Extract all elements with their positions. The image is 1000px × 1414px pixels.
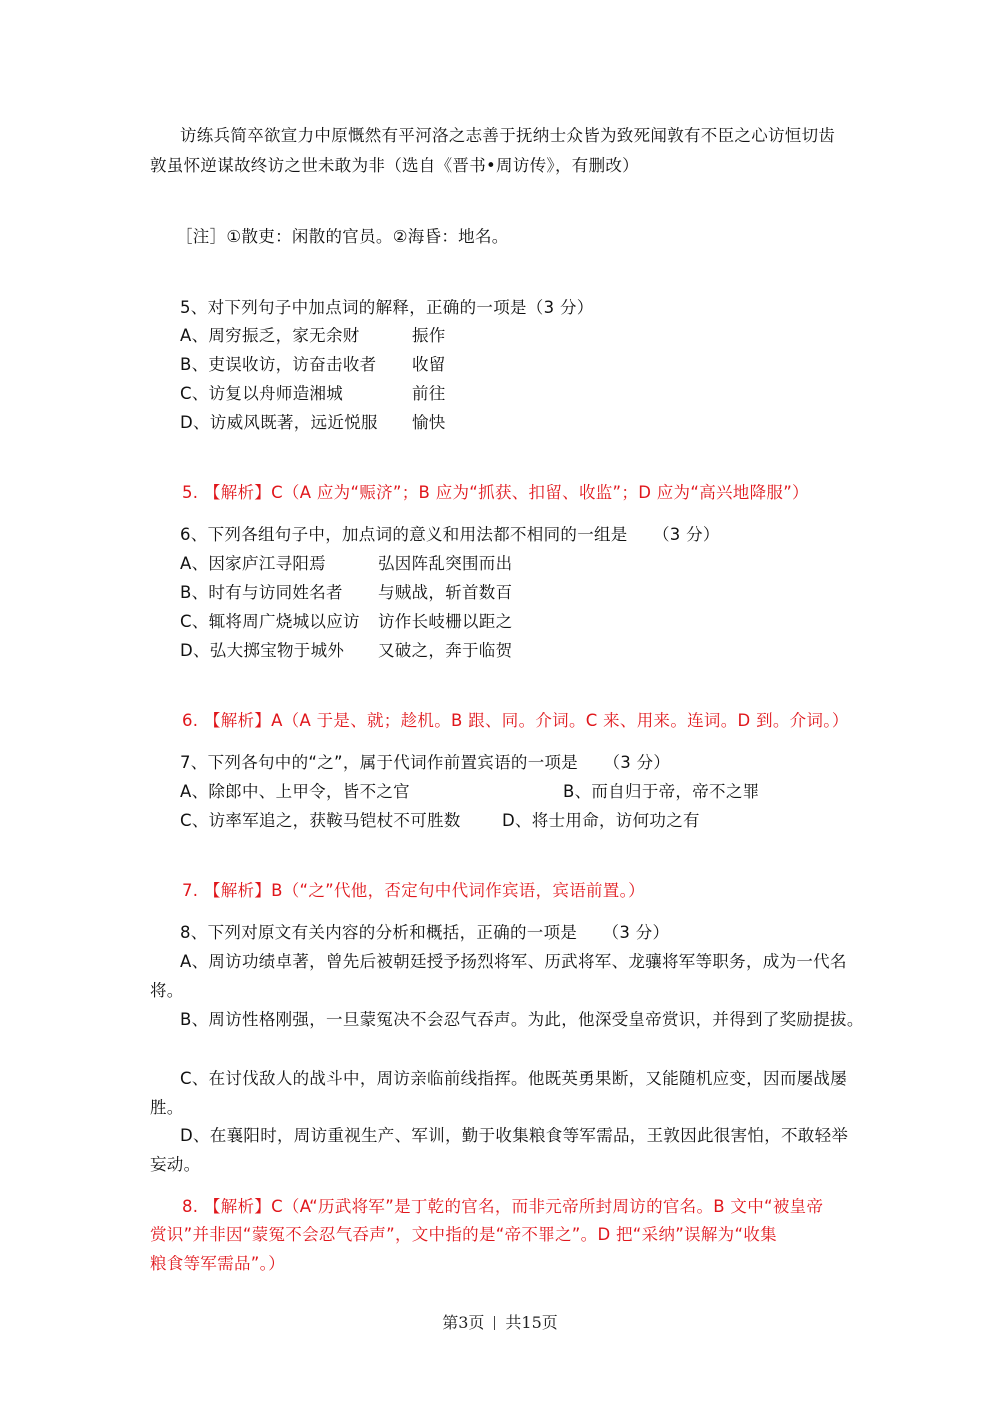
- q7-option-c: C、访率军追之，获鞍马铠杖不可胜数: [180, 811, 461, 830]
- q6-option-a-left: A、因家庐江寻阳焉: [180, 554, 326, 573]
- q5-option-b-gloss: 收留: [412, 355, 446, 374]
- question-5-answer: 5. 【解析】C（A 应为“赈济”；B 应为“抓获、扣留、收监”；D 应为“高兴地降服”）: [182, 483, 809, 502]
- q7-option-d: D、将士用命，访何功之有: [502, 811, 700, 830]
- q5-option-d-gloss: 愉快: [412, 413, 446, 432]
- q6-option-b-left: B、时有与访同姓名者: [180, 583, 343, 602]
- question-7-stem: 7、下列各句中的“之”，属于代词作前置宾语的一项是 （3 分）: [180, 753, 671, 772]
- q6-option-a-right: 弘因阵乱突围而出: [378, 554, 513, 573]
- q5-option-a: A、周穷振乏，家无余财: [180, 326, 360, 345]
- annotation-note: ［注］①散吏：闲散的官员。②海昏：地名。: [176, 227, 509, 246]
- q6-option-d-right: 又破之，奔于临贺: [378, 641, 513, 660]
- q5-option-b: B、吏误收访，访奋击收者: [180, 355, 377, 374]
- q5-option-a-gloss: 振作: [412, 326, 446, 345]
- question-5-stem: 5、对下列句子中加点词的解释，正确的一项是（3 分）: [180, 298, 594, 317]
- q6-option-c-right: 访作长岐栅以距之: [378, 612, 513, 631]
- q6-option-c-left: C、辄将周广烧城以应访: [180, 612, 360, 631]
- q8-option-a-line-1: A、周访功绩卓著，曾先后被朝廷授予扬烈将军、历武将军、龙骧将军等职务，成为一代名: [180, 952, 847, 971]
- q5-option-c-gloss: 前往: [412, 384, 446, 403]
- question-8-answer-line-1: 8. 【解析】C（A“历武将军”是丁乾的官名，而非元帝所封周访的官名。B 文中“被皇帝: [182, 1197, 824, 1216]
- q7-option-b: B、而自归于帝，帝不之罪: [563, 782, 760, 801]
- q8-option-b: B、周访性格刚强，一旦蒙冤决不会忍气吞声。为此，他深受皇帝赏识，并得到了奖励提拔。: [180, 1010, 864, 1029]
- page-number: 第3页: [442, 1313, 485, 1332]
- question-6-stem: 6、下列各组句子中，加点词的意义和用法都不相同的一组是 （3 分）: [180, 525, 720, 544]
- q5-option-d: D、访威风既著，远近悦服: [180, 413, 378, 432]
- passage-line-1: 访练兵简卒欲宣力中原慨然有平河洛之志善于抚纳士众皆为致死闻敦有不臣之心访恒切齿: [180, 126, 836, 145]
- q8-option-c-line-2: 胜。: [150, 1098, 184, 1117]
- q8-option-a-line-2: 将。: [150, 981, 184, 1000]
- q6-option-d-left: D、弘大掷宝物于城外: [180, 641, 345, 660]
- q6-option-b-right: 与贼战，斩首数百: [378, 583, 513, 602]
- page-total: 共15页: [505, 1313, 558, 1332]
- q8-option-c-line-1: C、在讨伐敌人的战斗中，周访亲临前线指挥。他既英勇果断，又能随机应变，因而屡战屡: [180, 1069, 848, 1088]
- q8-option-d-line-2: 妄动。: [150, 1155, 201, 1174]
- footer-divider: [494, 1316, 495, 1330]
- passage-line-2: 敦虽怀逆谋故终访之世未敢为非（选自《晋书•周访传》，有删改）: [150, 156, 639, 175]
- question-8-answer-line-2: 赏识”并非因“蒙冤不会忍气吞声”，文中指的是“帝不罪之”。D 把“采纳”误解为“收集: [150, 1225, 777, 1244]
- q8-option-d-line-1: D、在襄阳时，周访重视生产、军训，勤于收集粮食等军需品，王敦因此很害怕，不敢轻举: [180, 1126, 849, 1145]
- question-7-answer: 7. 【解析】B（“之”代他，否定句中代词作宾语，宾语前置。）: [182, 881, 645, 900]
- question-8-stem: 8、下列对原文有关内容的分析和概括，正确的一项是 （3 分）: [180, 923, 670, 942]
- page-footer: [0, 1310, 1000, 1333]
- q7-option-a: A、除郎中、上甲令，皆不之官: [180, 782, 410, 801]
- question-8-answer-line-3: 粮食等军需品”。）: [150, 1254, 285, 1273]
- question-6-answer: 6. 【解析】A（A 于是、就；趁机。B 跟、同。介词。C 来、用来。连词。D 到。介词。）: [182, 711, 849, 730]
- q5-option-c: C、访复以舟师造湘城: [180, 384, 344, 403]
